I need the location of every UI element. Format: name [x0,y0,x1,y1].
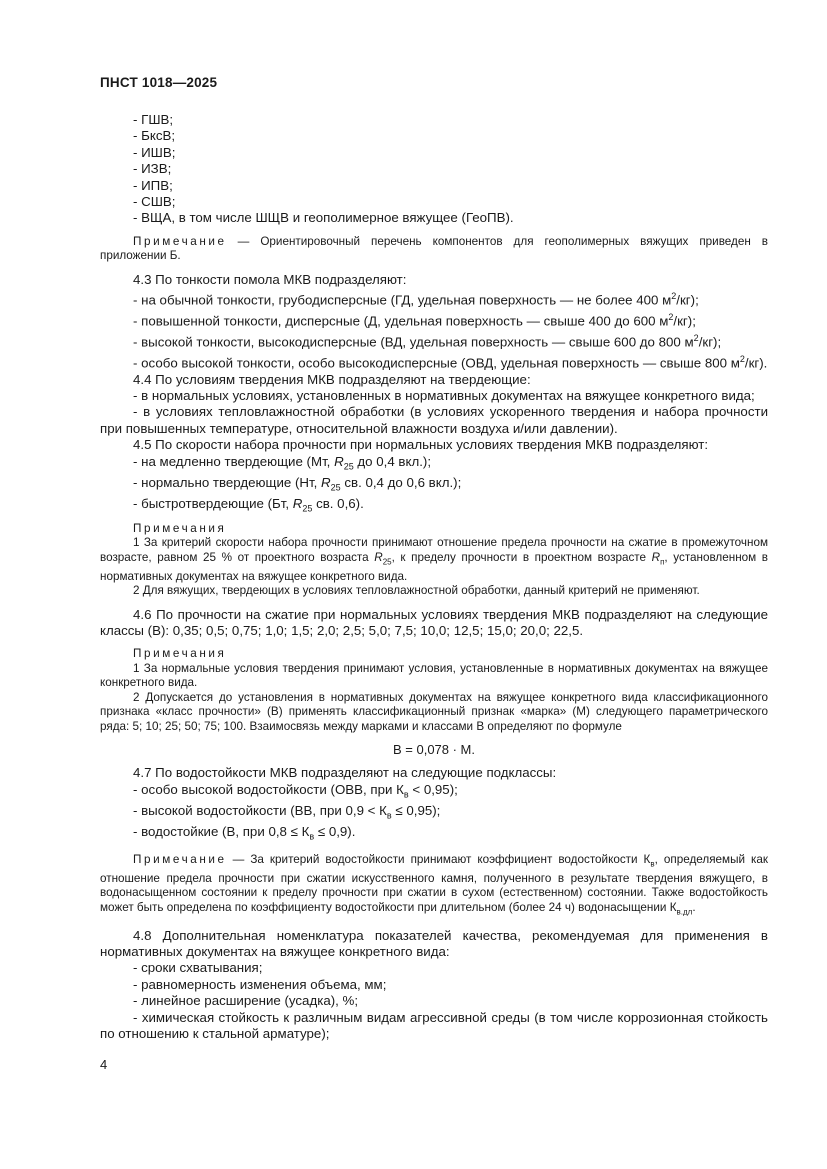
list-item: - особо высокой водостойкости (ОВВ, при $К_в < 0,95$); [133,781,458,800]
list-item: - равномерность изменения объема, мм; [133,976,387,992]
binder-types-list [100,112,768,227]
note-1: 1 За критерий скорости набора прочности принимают отношение предела прочности на сжатие в промежуточном возрасте, равном 25 % от проектного возраста $R_{25}$, к пределу прочности в проектном возрасте $R_п$, установленном в нормативных документах на вяжущее конкретного вида. [100,536,769,583]
section-4-8-heading: 4.8 Дополнительная номенклатура показателей качества, рекомендуемая для применения в нормативных документах на вяжущее конкретного вида: [100,927,768,960]
list-item: - в нормальных условиях, установленных в нормативных документах на вяжущее конкретного вида; [133,387,755,403]
list-item: - ГШВ; [133,112,174,127]
list-item: - СШВ; [133,194,176,210]
section-4-3-heading: 4.3 По тонкости помола МКВ подразделяют: [133,271,407,287]
list-item: - на обычной тонкости, грубодисперсные (ГД, удельная поверхность — не более 400 $м^2/кг$); [133,291,699,308]
section-4-4-heading: 4.4 По условиям твердения МКВ подразделяют на твердеющие: [133,371,531,387]
section-4-7-heading: 4.7 По водостойкости МКВ подразделяют на следующие подклассы: [133,765,557,781]
list-item: - линейное расширение (усадка), %; [133,993,359,1009]
list-item: - повышенной тонкости, дисперсные (Д, удельная поверхность — свыше 400 до 600 $м^2/кг$); [133,312,696,329]
note-2: 2 Допускается до установления в нормативных документах на вяжущее конкретного вида классификационного признака «класс прочности» (В) применять классификационный признак «марка» (М) следующего параметрического ряда: 5; 10; 25; 50; 75; 100. Взаимосвязь между марками и классами В определяют по формуле [100,690,768,733]
list-item: - сроки схватывания; [133,960,263,976]
list-item: - ИПВ; [133,177,173,193]
formula: В = 0,078 · М. [392,742,475,758]
note-water-resistance: Примечание — За критерий водостойкости принимают коэффициент водостойкости $К_в$, определяемый как отношение предела прочности при сжатии искусственного камня, полученного в результате твердения вяжущего, в водонасыщенном состоянии к пределу прочности при сжатии в сухом (естественном) состоянии. Также водостойкость может быть определена по коэффициенту водостойкости при длительном (более 24 ч) водонасыщении $К_{в.дл}$. [100,853,768,917]
note-1: 1 За нормальные условия твердения принимают условия, установленные в нормативных документах на вяжущее конкретного вида. [100,661,768,690]
list-item: - быстротвердеющие (Бт, $R_{25}$ св. 0,6). [133,495,364,514]
notes-label: Примечания [133,521,227,535]
note-appendix-b [100,235,768,264]
list-item: - ИЗВ; [133,161,172,177]
note-2: 2 Для вяжущих, твердеющих в условиях тепловлажностной обработки, данный критерий не применяют. [133,584,700,598]
list-item: - высокой тонкости, высокодисперсные (ВД, удельная поверхность — свыше 600 до 800 $м^2/кг$); [133,332,722,350]
list-item: - ВЩА, в том числе ШЩВ и геополимерное вяжущее (ГеоПВ). [133,210,514,226]
page-body [100,112,768,1043]
note-text: — Ориентировочный перечень компонентов для геополимерных вяжущих приведен в приложении Б. [100,234,768,263]
note-label: Примечание [133,234,227,248]
notes-label: Примечания [133,647,227,661]
section-4-5-heading: 4.5 По скорости набора прочности при нормальных условиях твердения МКВ подразделяют: [133,437,709,453]
list-item: - высокой водостойкости (ВВ, при $0,9 < К_в \le 0,95$); [133,802,441,821]
list-item: - в условиях тепловлажностной обработки (в условиях ускоренного твердения и набора прочности при повышенных температуре, относительной влажности воздуха и/или давлении). [100,404,768,436]
document-header: ПНСТ 1018—2025 [100,75,218,90]
list-item: - химическая стойкость к различным видам агрессивной среды (в том числе коррозионная стойкость по отношению к стальной арматуре); [100,1009,768,1042]
page-number: 4 [100,1057,108,1072]
list-item: - нормально твердеющие (Нт, $R_{25}$ св. 0,4 до 0,6 вкл.); [133,474,462,493]
list-item: - на медленно твердеющие (Мт, $R_{25}$ до 0,4 вкл.); [133,453,432,472]
list-item: - БксВ; [133,128,176,144]
list-item: - особо высокой тонкости, особо высокодисперсные (ОВД, удельная поверхность — свыше 800 $м^2/кг$). [133,353,768,371]
list-item: - ИШВ; [133,144,176,160]
list-item: - водостойкие (В, при $0,8 \le К_в \le 0,9$). [133,823,356,842]
section-4-6-text: 4.6 По прочности на сжатие при нормальных условиях твердения МКВ подразделяют на следующие классы (В): 0,35; 0,5; 0,75; 1,0; 1,5; 2,0; 2,5; 5,0; 7,5; 10,0; 12,5; 15,0; 20,0; 22,5. [100,606,768,639]
